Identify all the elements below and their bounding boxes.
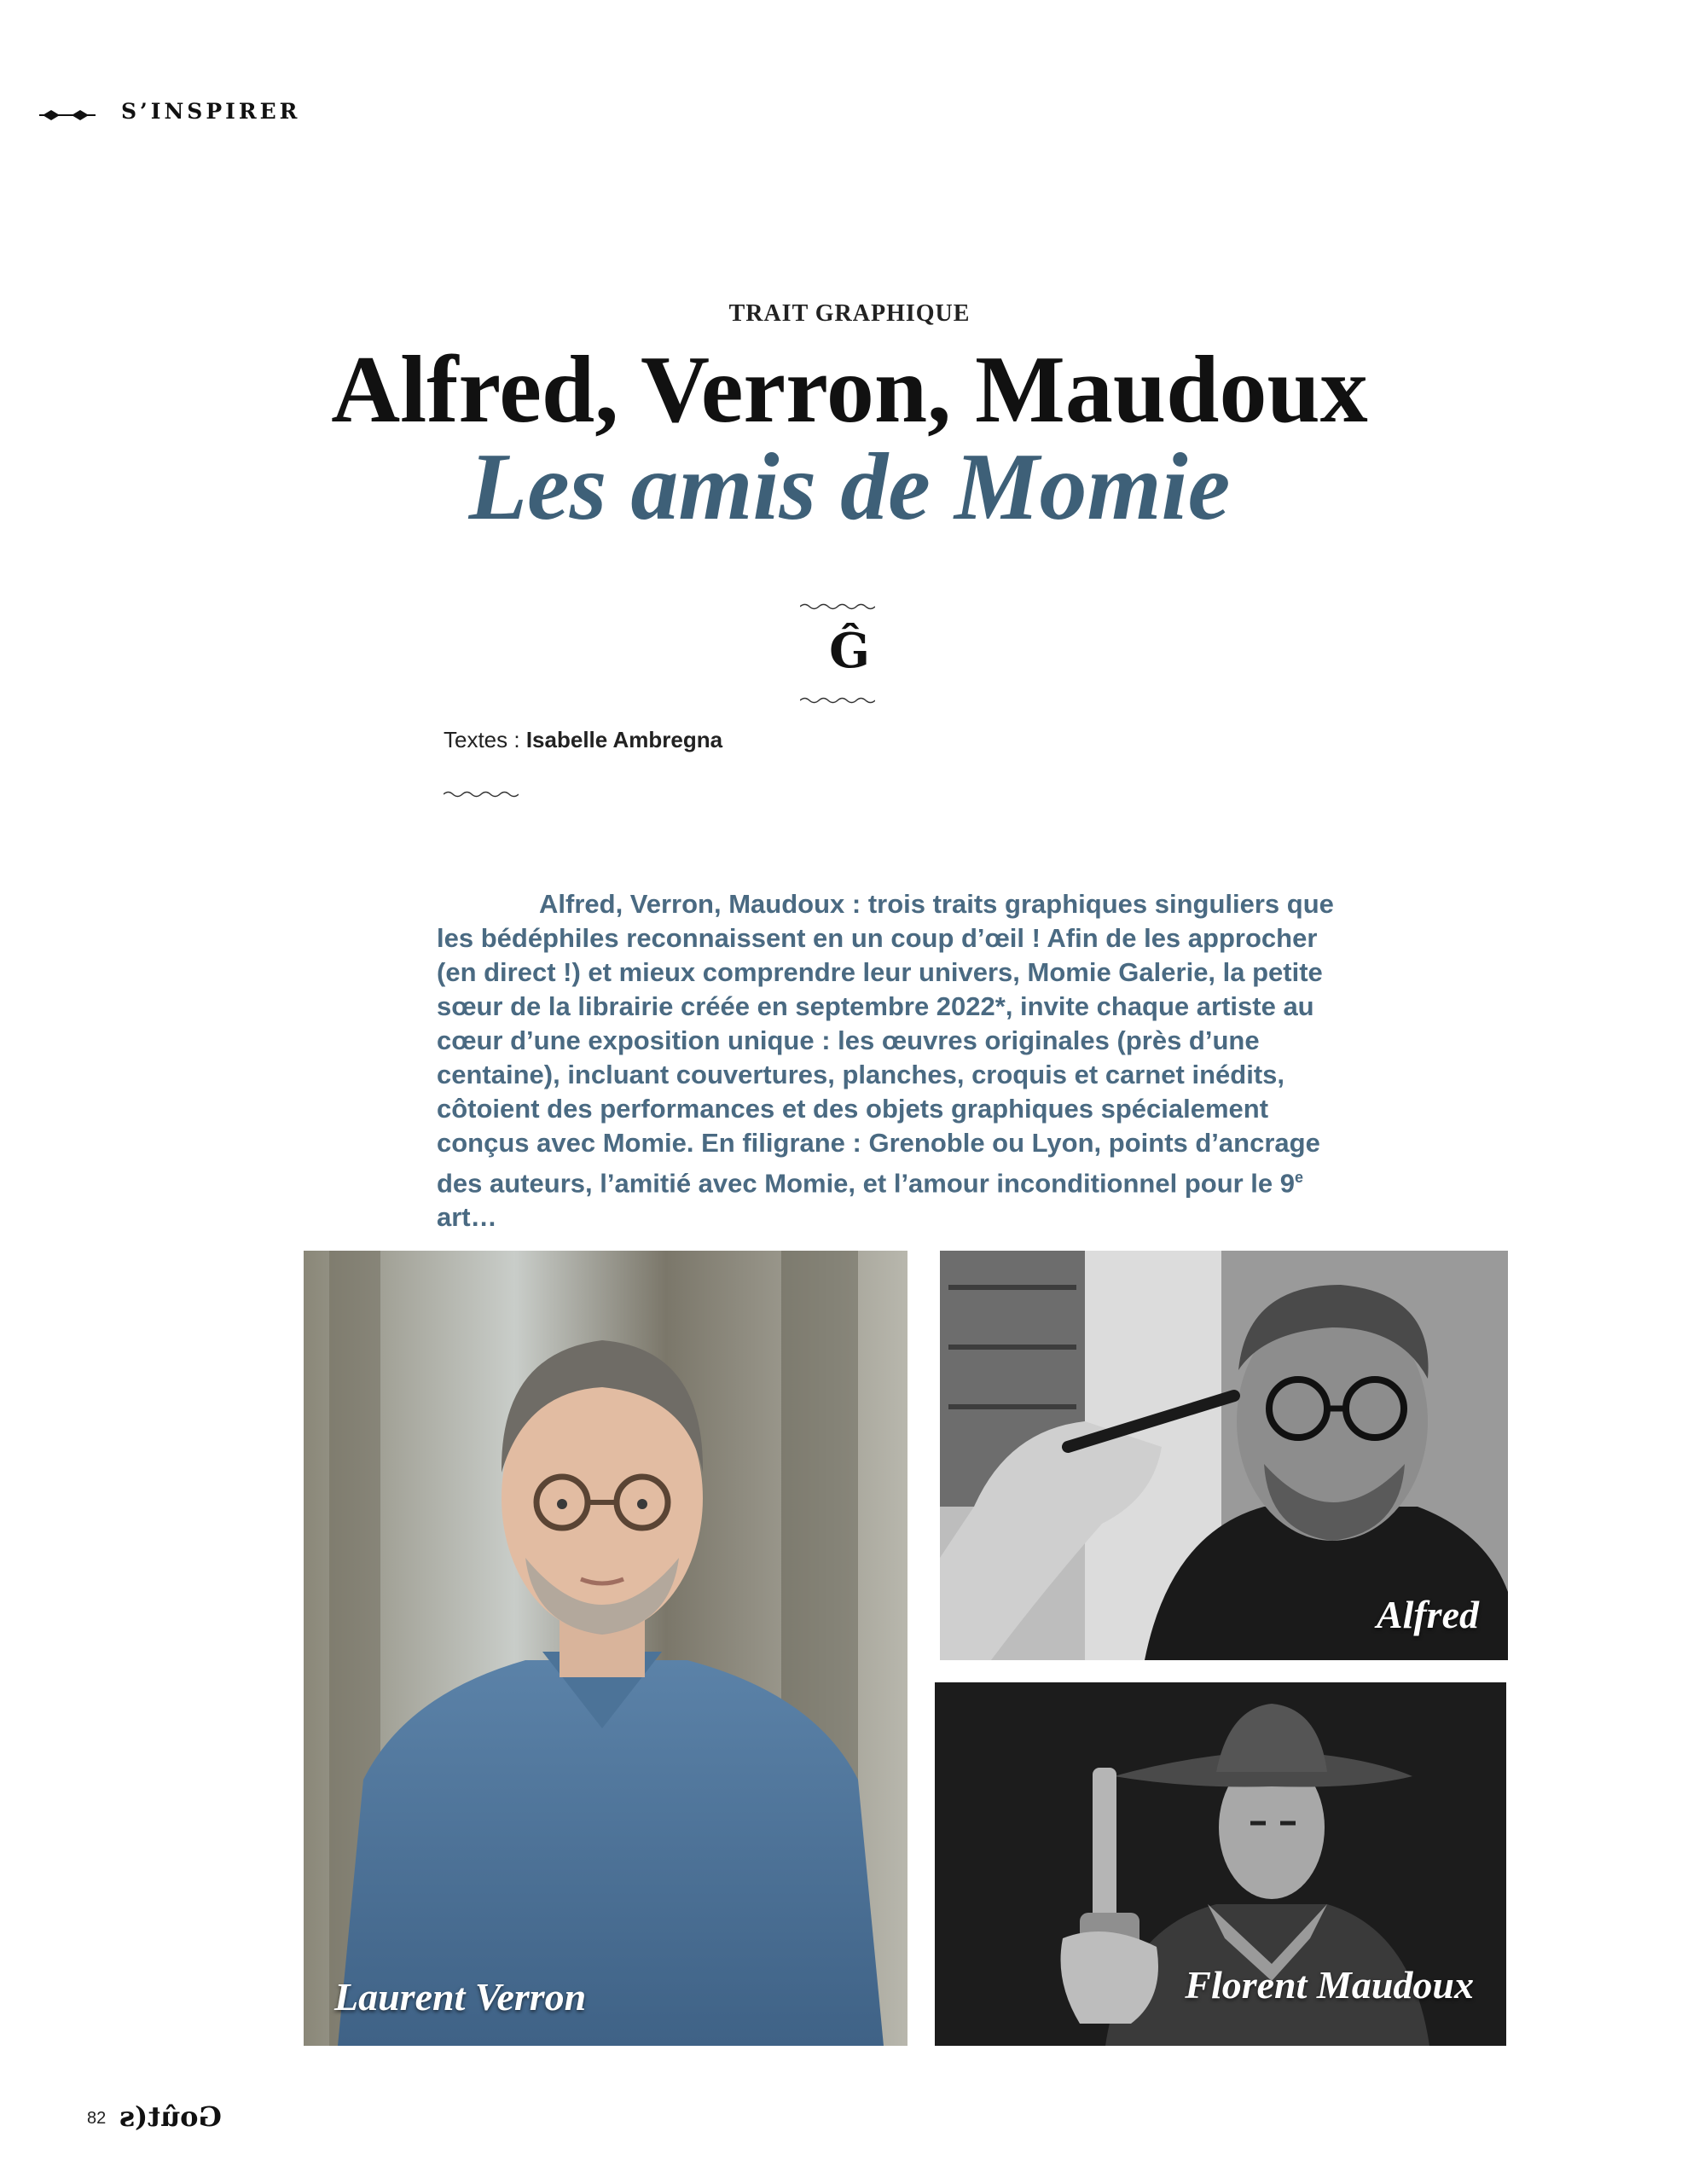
lead-text-end: art…	[437, 1202, 497, 1233]
article-kicker: TRAIT GRAPHIQUE	[728, 300, 971, 327]
lead-text: Alfred, Verron, Maudoux : trois traits graphiques singuliers que les bédéphiles reconnaissent en un coup d’œil ! Afin de les approcher (en direct !) et mieux comprendre leur univers, Momie Galerie, la petite sœur de la librairie créée en septembre 2022*, invite chaque artiste au cœur d’une exposition unique : les œuvres originales (près d’une centaine), incluant couvertures, planches, croquis et carnet inédits, côtoient des performances et des objets graphiques spécialement conçus avec Momie. En filigrane : Grenoble ou Lyon, points d’ancrage des auteurs, l’amitié avec Momie, et l’amour inconditionnel pour le 9	[437, 889, 1334, 1199]
byline-author: Isabelle Ambregna	[525, 727, 723, 752]
caption-laurent-verron: Laurent Verron	[334, 1975, 587, 2018]
wave-ornament-byline	[444, 790, 519, 799]
byline	[444, 727, 722, 753]
byline-prefix: Textes :	[444, 727, 520, 752]
section-ornament-icon	[39, 107, 96, 123]
photo-laurent-verron	[304, 1251, 907, 2046]
section-label: S’INSPIRER	[121, 99, 301, 124]
article-subtitle: Les amis de Momie	[468, 434, 1231, 540]
magazine-logo: Goût(s	[119, 2100, 222, 2133]
photo-alfred	[940, 1251, 1508, 1660]
wave-ornament-bottom	[800, 696, 875, 705]
wave-ornament-top	[800, 602, 875, 611]
caption-florent-maudoux: Florent Maudoux	[1185, 1963, 1474, 2007]
lead-superscript: e	[1295, 1169, 1304, 1186]
lead-paragraph	[437, 887, 1358, 1234]
portrait-verron-image	[304, 1251, 907, 2046]
caption-alfred: Alfred	[1376, 1593, 1479, 1636]
magazine-g-logo: Ĝ	[829, 623, 870, 679]
photo-florent-maudoux	[935, 1682, 1506, 2046]
article-title: Alfred, Verron, Maudoux	[331, 337, 1368, 443]
page-number: 82	[87, 2109, 107, 2128]
